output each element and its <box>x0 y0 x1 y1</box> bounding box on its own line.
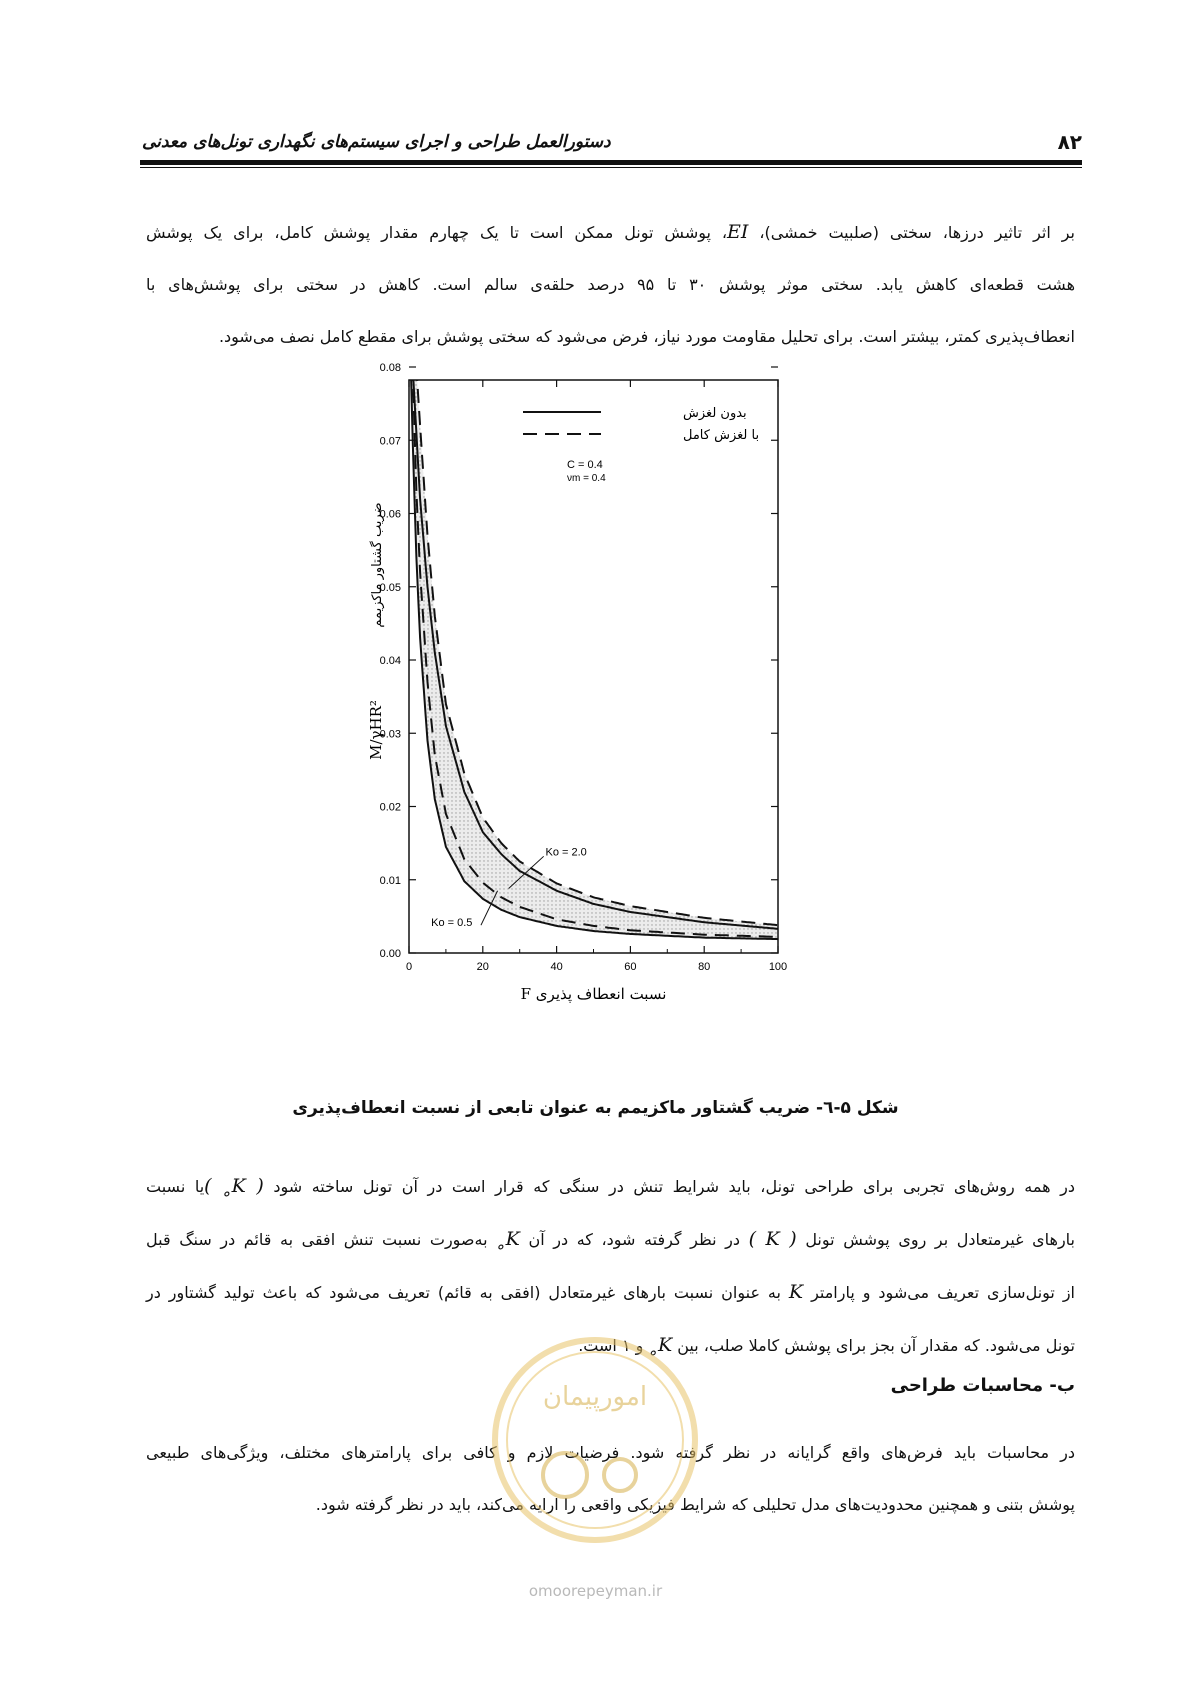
math-k0: ( K˳ ) <box>204 1175 264 1197</box>
math-k: K <box>788 1281 804 1303</box>
math-k0: K˳ <box>496 1228 520 1250</box>
x-tick-label: 0 <box>405 961 413 973</box>
x-axis-label: نسبت انعطاف پذیری F <box>520 985 667 1003</box>
y-tick-label: 0.03 <box>379 728 401 741</box>
y-tick-label: 0.06 <box>379 508 401 521</box>
page-header <box>140 126 1082 162</box>
legend-label: بدون لغزش <box>683 406 747 421</box>
annotation-ko-05: Ko = 0.5 <box>431 916 473 929</box>
x-tick-label: 80 <box>698 961 711 973</box>
y-axis-label-math: M/γHR² <box>367 700 385 760</box>
y-tick-label: 0.02 <box>379 801 401 814</box>
watermark-logo <box>480 1325 710 1555</box>
paragraph-line: بارهای غیرمتعادل بر روی پوشش تونل ( K ) در نظر گرفته شود، که در آن K˳ به‌صورت نسبت تنش افقی به قائم در سنگ قبل <box>146 1228 1076 1250</box>
moment-coefficient-chart <box>355 362 805 1040</box>
watermark-logo-text: امورپیمان <box>542 1382 648 1412</box>
paragraph-line: در محاسبات باید فرض‌های واقع گرایانه در نظر گرفته شود. فرضیات لازم و کافی برای پارامترهای مختلف، ویژگی‌های طبیعی <box>146 1443 1075 1462</box>
legend-label: با لغزش کامل <box>683 428 760 443</box>
paragraph-line: پوشش بتنی و همچنین محدودیت‌های مدل تحلیلی که شرایط فیزیکی واقعی را ارایه می‌کند، باید در نظر گرفته شود. <box>315 1495 1075 1514</box>
y-axis-label-group <box>367 502 385 759</box>
y-tick-label: 0.00 <box>379 948 401 960</box>
y-axis-label-fa: ضریب گشتاور ماکزیمم <box>370 502 385 628</box>
header-rule-thick <box>140 160 1082 165</box>
y-tick-label: 0.01 <box>379 874 401 887</box>
page-number: ۸۲ <box>1057 130 1082 154</box>
x-tick-label: 60 <box>624 961 637 973</box>
paragraph-1 <box>146 206 1075 363</box>
y-tick-label: 0.05 <box>379 581 401 594</box>
x-tick-label: 40 <box>550 961 563 973</box>
math-k0: K˳ <box>648 1334 673 1356</box>
paragraph-line: انعطاف‌پذیری کمتر، بیشتر است. برای تحلیل مقاومت مورد نیاز، فرض می‌شود که سختی پوشش برای مقطع کامل نصف می‌شود. <box>218 327 1075 346</box>
y-tick-label: 0.08 <box>379 362 401 374</box>
watermark-site: omoorepeyman.ir <box>528 1582 663 1600</box>
y-tick-label: 0.04 <box>379 655 401 667</box>
paragraph-line: تونل می‌شود. که مقدار آن بجز برای پوشش کاملا صلب، بین K˳ و ۱ است. <box>578 1334 1075 1356</box>
section-heading: ب- محاسبات طراحی <box>890 1375 1075 1396</box>
shaded-region <box>410 367 777 939</box>
math-k: ( K ) <box>748 1228 797 1250</box>
x-tick-label: 20 <box>476 961 489 973</box>
y-tick-label: 0.07 <box>379 435 401 448</box>
math-ei: EI <box>727 221 749 243</box>
figure-caption: شکل ۵-٦- ضریب گشتاور ماکزیمم به عنوان تابعی از نسبت انعطاف‌پذیری <box>292 1098 899 1118</box>
paragraph-line: در همه روش‌های تجربی برای طراحی تونل، باید شرایط تنش در سنگی که قرار است در آن تونل ساخته شود ( K˳ )یا نسبت <box>146 1175 1075 1197</box>
paragraph-line: بر اثر تاثیر درزها، سختی (صلبیت خمشی)، EI، پوشش تونل ممکن است تا یک چهارم مقدار پوشش کامل، برای یک پوشش <box>146 221 1076 243</box>
param-nu: νm = 0.4 <box>567 473 606 484</box>
running-title: دستورالعمل طراحی و اجرای سیستم‌های نگهداری تونل‌های معدنی <box>142 132 611 152</box>
paragraph-line: هشت قطعه‌ای کاهش یابد. سختی موثر پوشش ۳۰ تا ۹۵ درصد حلقه‌ی سالم است. کاهش در سختی برای پوشش‌های با <box>146 275 1076 294</box>
paragraph-line: از تونل‌سازی تعریف می‌شود و پارامتر K به عنوان نسبت بارهای غیرمتعادل (افقی به قائم) تعریف می‌شود که باعث تولید گشتاور در <box>146 1281 1075 1303</box>
header-rule-thin <box>140 167 1082 168</box>
x-tick-label: 100 <box>768 961 788 973</box>
param-c: C = 0.4 <box>567 459 603 471</box>
annotation-ko-2: Ko = 2.0 <box>545 846 587 859</box>
